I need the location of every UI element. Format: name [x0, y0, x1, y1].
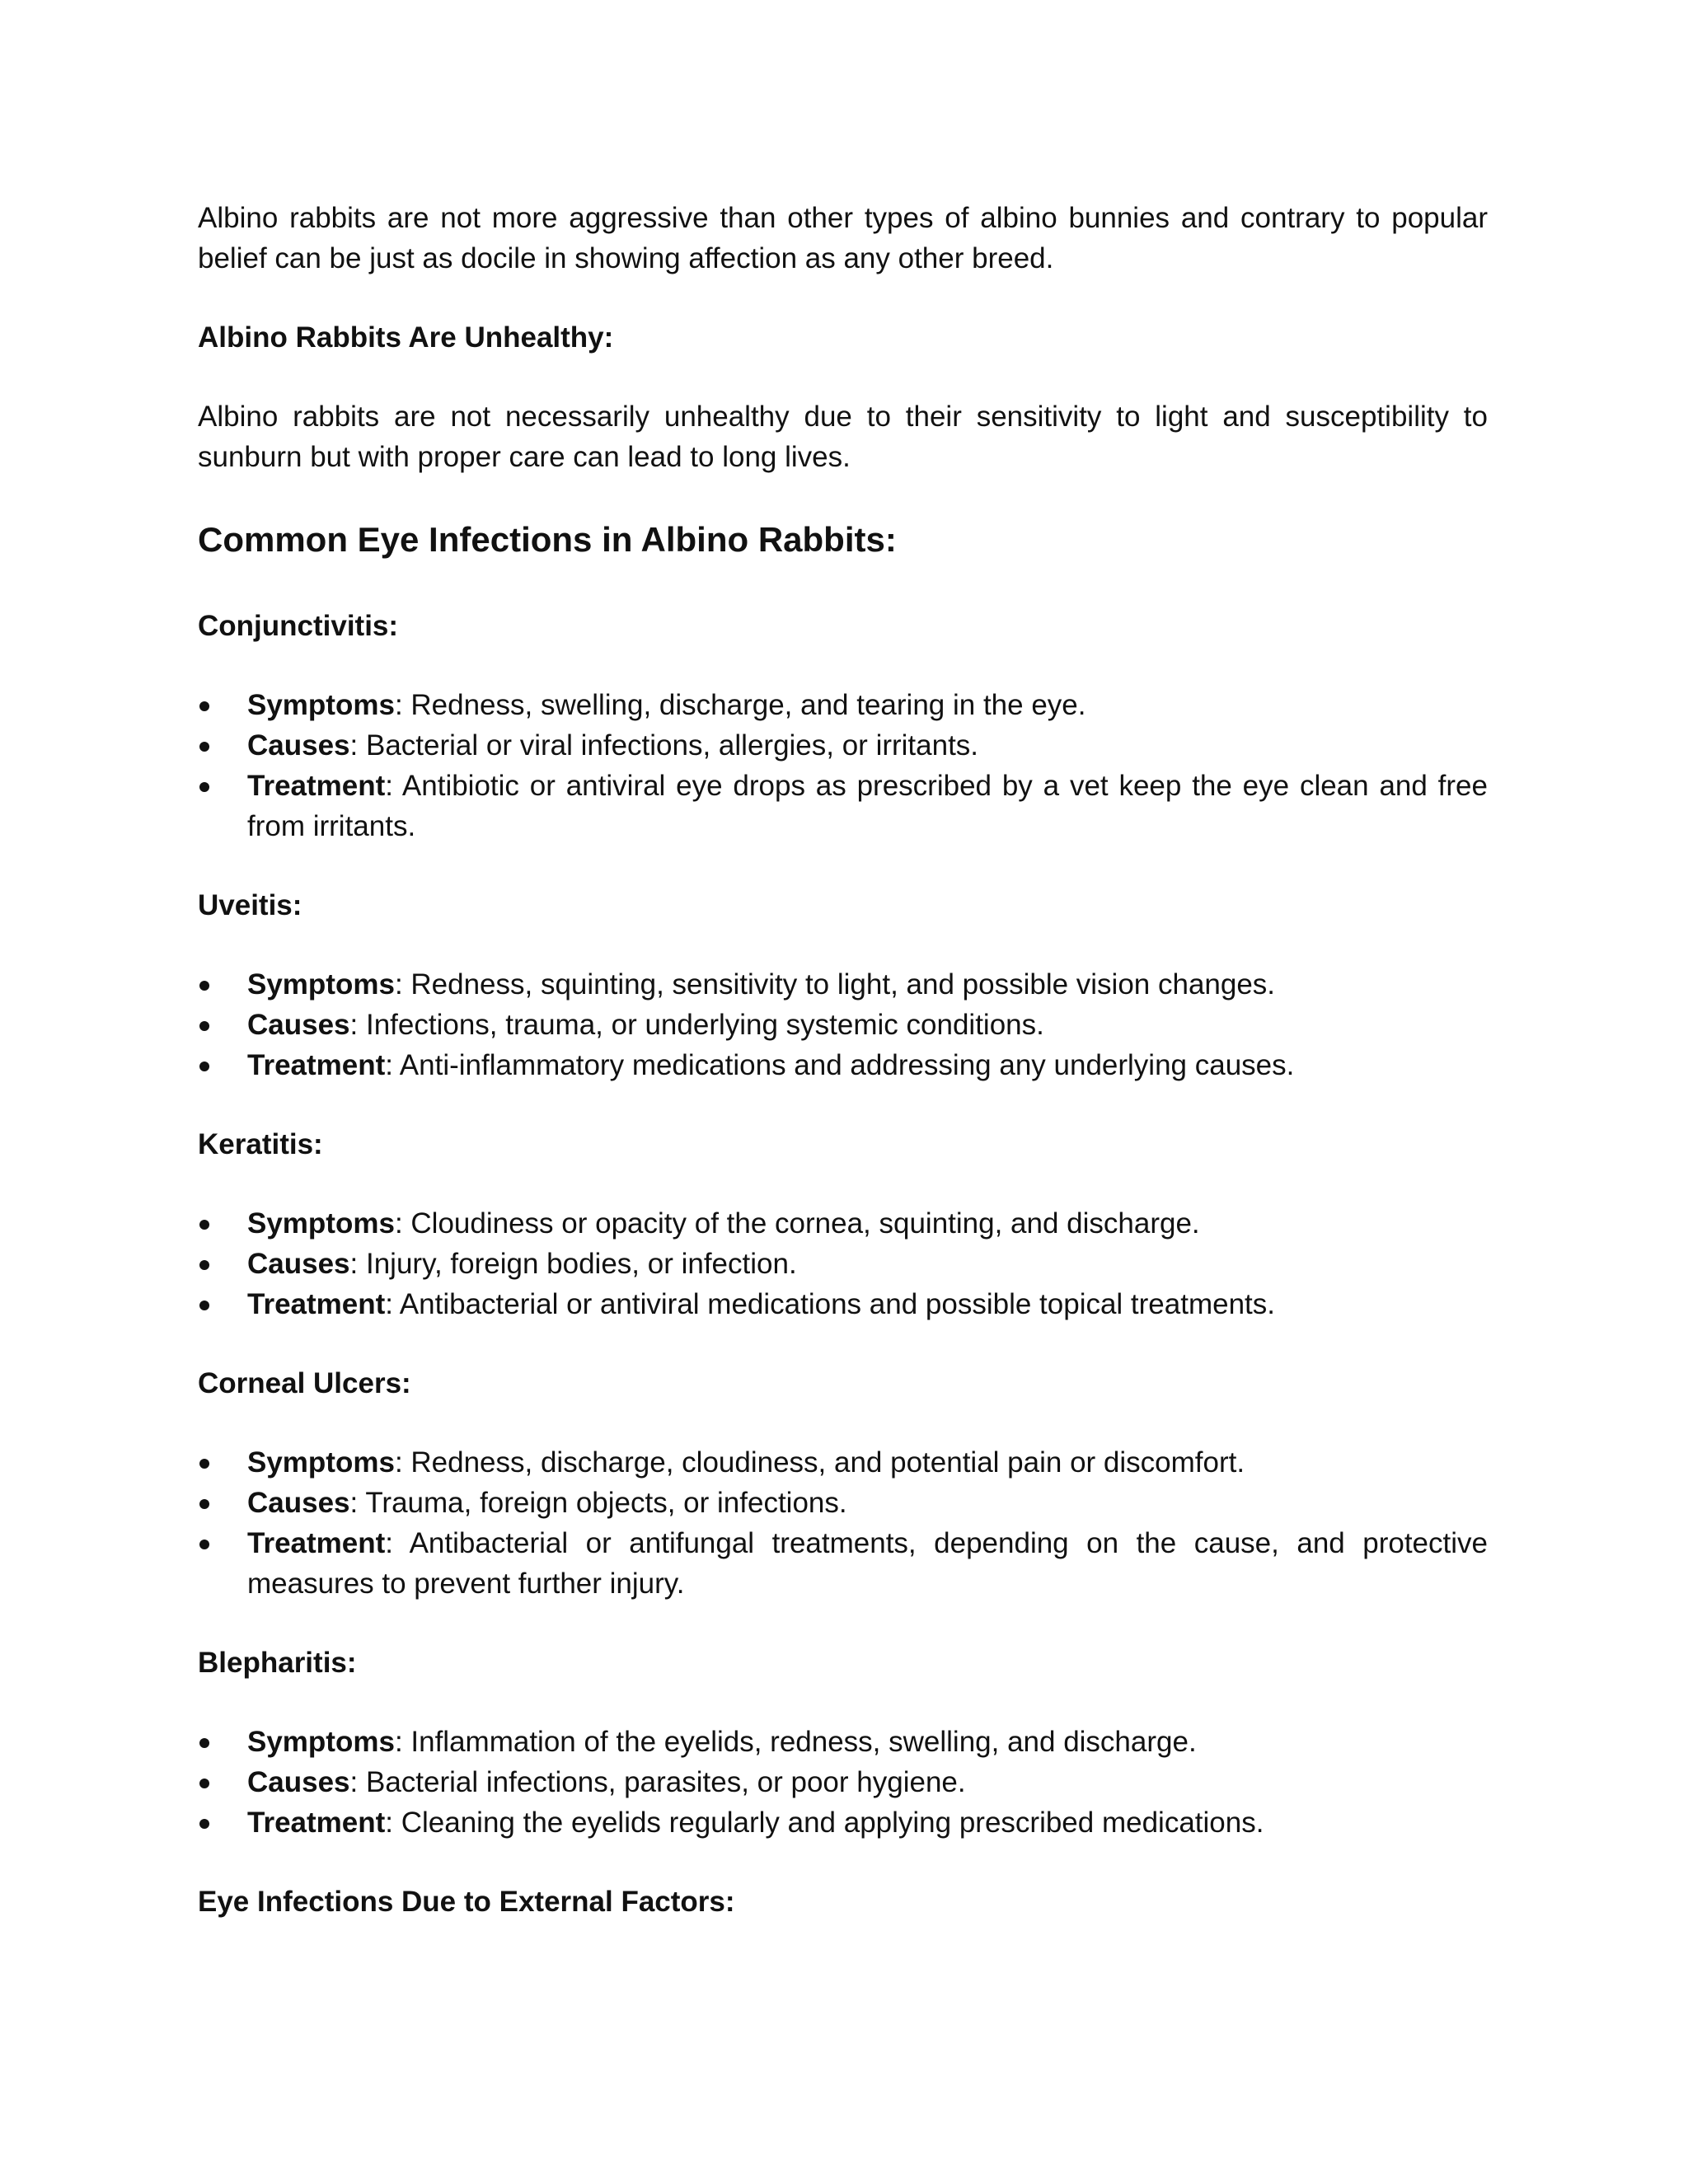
item-text: : Antibiotic or antiviral eye drops as prescribed by a vet keep the eye clean and free from irritants.	[247, 770, 1488, 842]
item-label: Causes	[247, 1766, 350, 1798]
condition-heading: Corneal Ulcers:	[198, 1367, 411, 1399]
condition-heading: Keratitis:	[198, 1128, 323, 1160]
item-label: Causes	[247, 729, 350, 762]
item-text: : Antibacterial or antifungal treatments, depending on the cause, and protective measures to prevent further injury.	[247, 1527, 1488, 1600]
unhealthy-paragraph: Albino rabbits are not necessarily unhealthy due to their sensitivity to light and susceptibility to sunburn but with proper care can lead to long lives.	[198, 401, 1488, 473]
item-label: Symptoms	[247, 1726, 395, 1758]
bullet-icon	[199, 1459, 209, 1469]
item-label: Treatment	[247, 1288, 386, 1320]
condition-list	[198, 1442, 1488, 1604]
list-item	[198, 766, 1488, 846]
list-item	[198, 1802, 1488, 1843]
list-item	[198, 1442, 1488, 1483]
condition-block	[198, 885, 1488, 1085]
item-label: Treatment	[247, 1807, 386, 1839]
item-label: Treatment	[247, 1527, 386, 1559]
item-label: Symptoms	[247, 968, 395, 1001]
list-item	[198, 1045, 1488, 1085]
item-text: : Trauma, foreign objects, or infections.	[349, 1487, 847, 1519]
item-label: Treatment	[247, 770, 386, 802]
item-text: : Cloudiness or opacity of the cornea, squinting, and discharge.	[394, 1207, 1200, 1240]
item-label: Causes	[247, 1009, 350, 1041]
item-text: : Cleaning the eyelids regularly and applying prescribed medications.	[385, 1807, 1264, 1839]
bullet-icon	[199, 1260, 209, 1270]
list-item	[198, 1203, 1488, 1244]
item-text: : Injury, foreign bodies, or infection.	[349, 1248, 797, 1280]
item-label: Treatment	[247, 1049, 386, 1081]
condition-heading: Uveitis:	[198, 889, 302, 921]
condition-list	[198, 685, 1488, 846]
bullet-icon	[199, 1062, 209, 1071]
item-text: : Antibacterial or antiviral medications and possible topical treatments.	[385, 1288, 1276, 1320]
list-item	[198, 1284, 1488, 1324]
bullet-icon	[199, 1819, 209, 1829]
item-text: : Redness, squinting, sensitivity to light, and possible vision changes.	[394, 968, 1276, 1001]
condition-heading: Blepharitis:	[198, 1647, 357, 1679]
bullet-icon	[199, 1540, 209, 1549]
item-text: : Anti-inflammatory medications and addressing any underlying causes.	[385, 1049, 1295, 1081]
aggressive-paragraph: Albino rabbits are not more aggressive than other types of albino bunnies and contrary to popular belief can be just as docile in showing affection as any other breed.	[198, 202, 1488, 274]
list-item	[198, 725, 1488, 766]
item-text: : Bacterial infections, parasites, or poor hygiene.	[349, 1766, 966, 1798]
bullet-icon	[199, 1499, 209, 1509]
item-text: : Inflammation of the eyelids, redness, swelling, and discharge.	[394, 1726, 1197, 1758]
bullet-icon	[199, 701, 209, 711]
condition-list	[198, 1722, 1488, 1843]
item-text: : Infections, trauma, or underlying systemic conditions.	[349, 1009, 1044, 1041]
list-item	[198, 1244, 1488, 1284]
bullet-icon	[199, 1779, 209, 1788]
bullet-icon	[199, 782, 209, 792]
bullet-icon	[199, 981, 209, 991]
list-item	[198, 685, 1488, 725]
condition-list	[198, 1203, 1488, 1324]
condition-block	[198, 1643, 1488, 1843]
item-label: Symptoms	[247, 1207, 395, 1240]
section-title: Common Eye Infections in Albino Rabbits:	[198, 520, 897, 559]
item-text: : Redness, swelling, discharge, and tearing in the eye.	[394, 689, 1086, 721]
item-label: Causes	[247, 1487, 350, 1519]
bullet-icon	[199, 1738, 209, 1748]
bullet-icon	[199, 1301, 209, 1310]
document-content	[198, 198, 1488, 1922]
item-text: : Redness, discharge, cloudiness, and potential pain or discomfort.	[394, 1446, 1245, 1479]
condition-list	[198, 964, 1488, 1085]
external-factors-heading: Eye Infections Due to External Factors:	[198, 1886, 735, 1918]
list-item	[198, 1762, 1488, 1802]
item-label: Symptoms	[247, 1446, 395, 1479]
list-item	[198, 1005, 1488, 1045]
bullet-icon	[199, 1220, 209, 1230]
condition-block	[198, 1124, 1488, 1324]
condition-heading: Conjunctivitis:	[198, 610, 399, 642]
condition-block	[198, 606, 1488, 846]
item-text: : Bacterial or viral infections, allergies, or irritants.	[349, 729, 979, 762]
item-label: Symptoms	[247, 689, 395, 721]
condition-block	[198, 1363, 1488, 1604]
item-label: Causes	[247, 1248, 350, 1280]
bullet-icon	[199, 1021, 209, 1031]
list-item	[198, 964, 1488, 1005]
unhealthy-heading: Albino Rabbits Are Unhealthy:	[198, 321, 614, 354]
list-item	[198, 1722, 1488, 1762]
list-item	[198, 1523, 1488, 1604]
bullet-icon	[199, 742, 209, 752]
list-item	[198, 1483, 1488, 1523]
